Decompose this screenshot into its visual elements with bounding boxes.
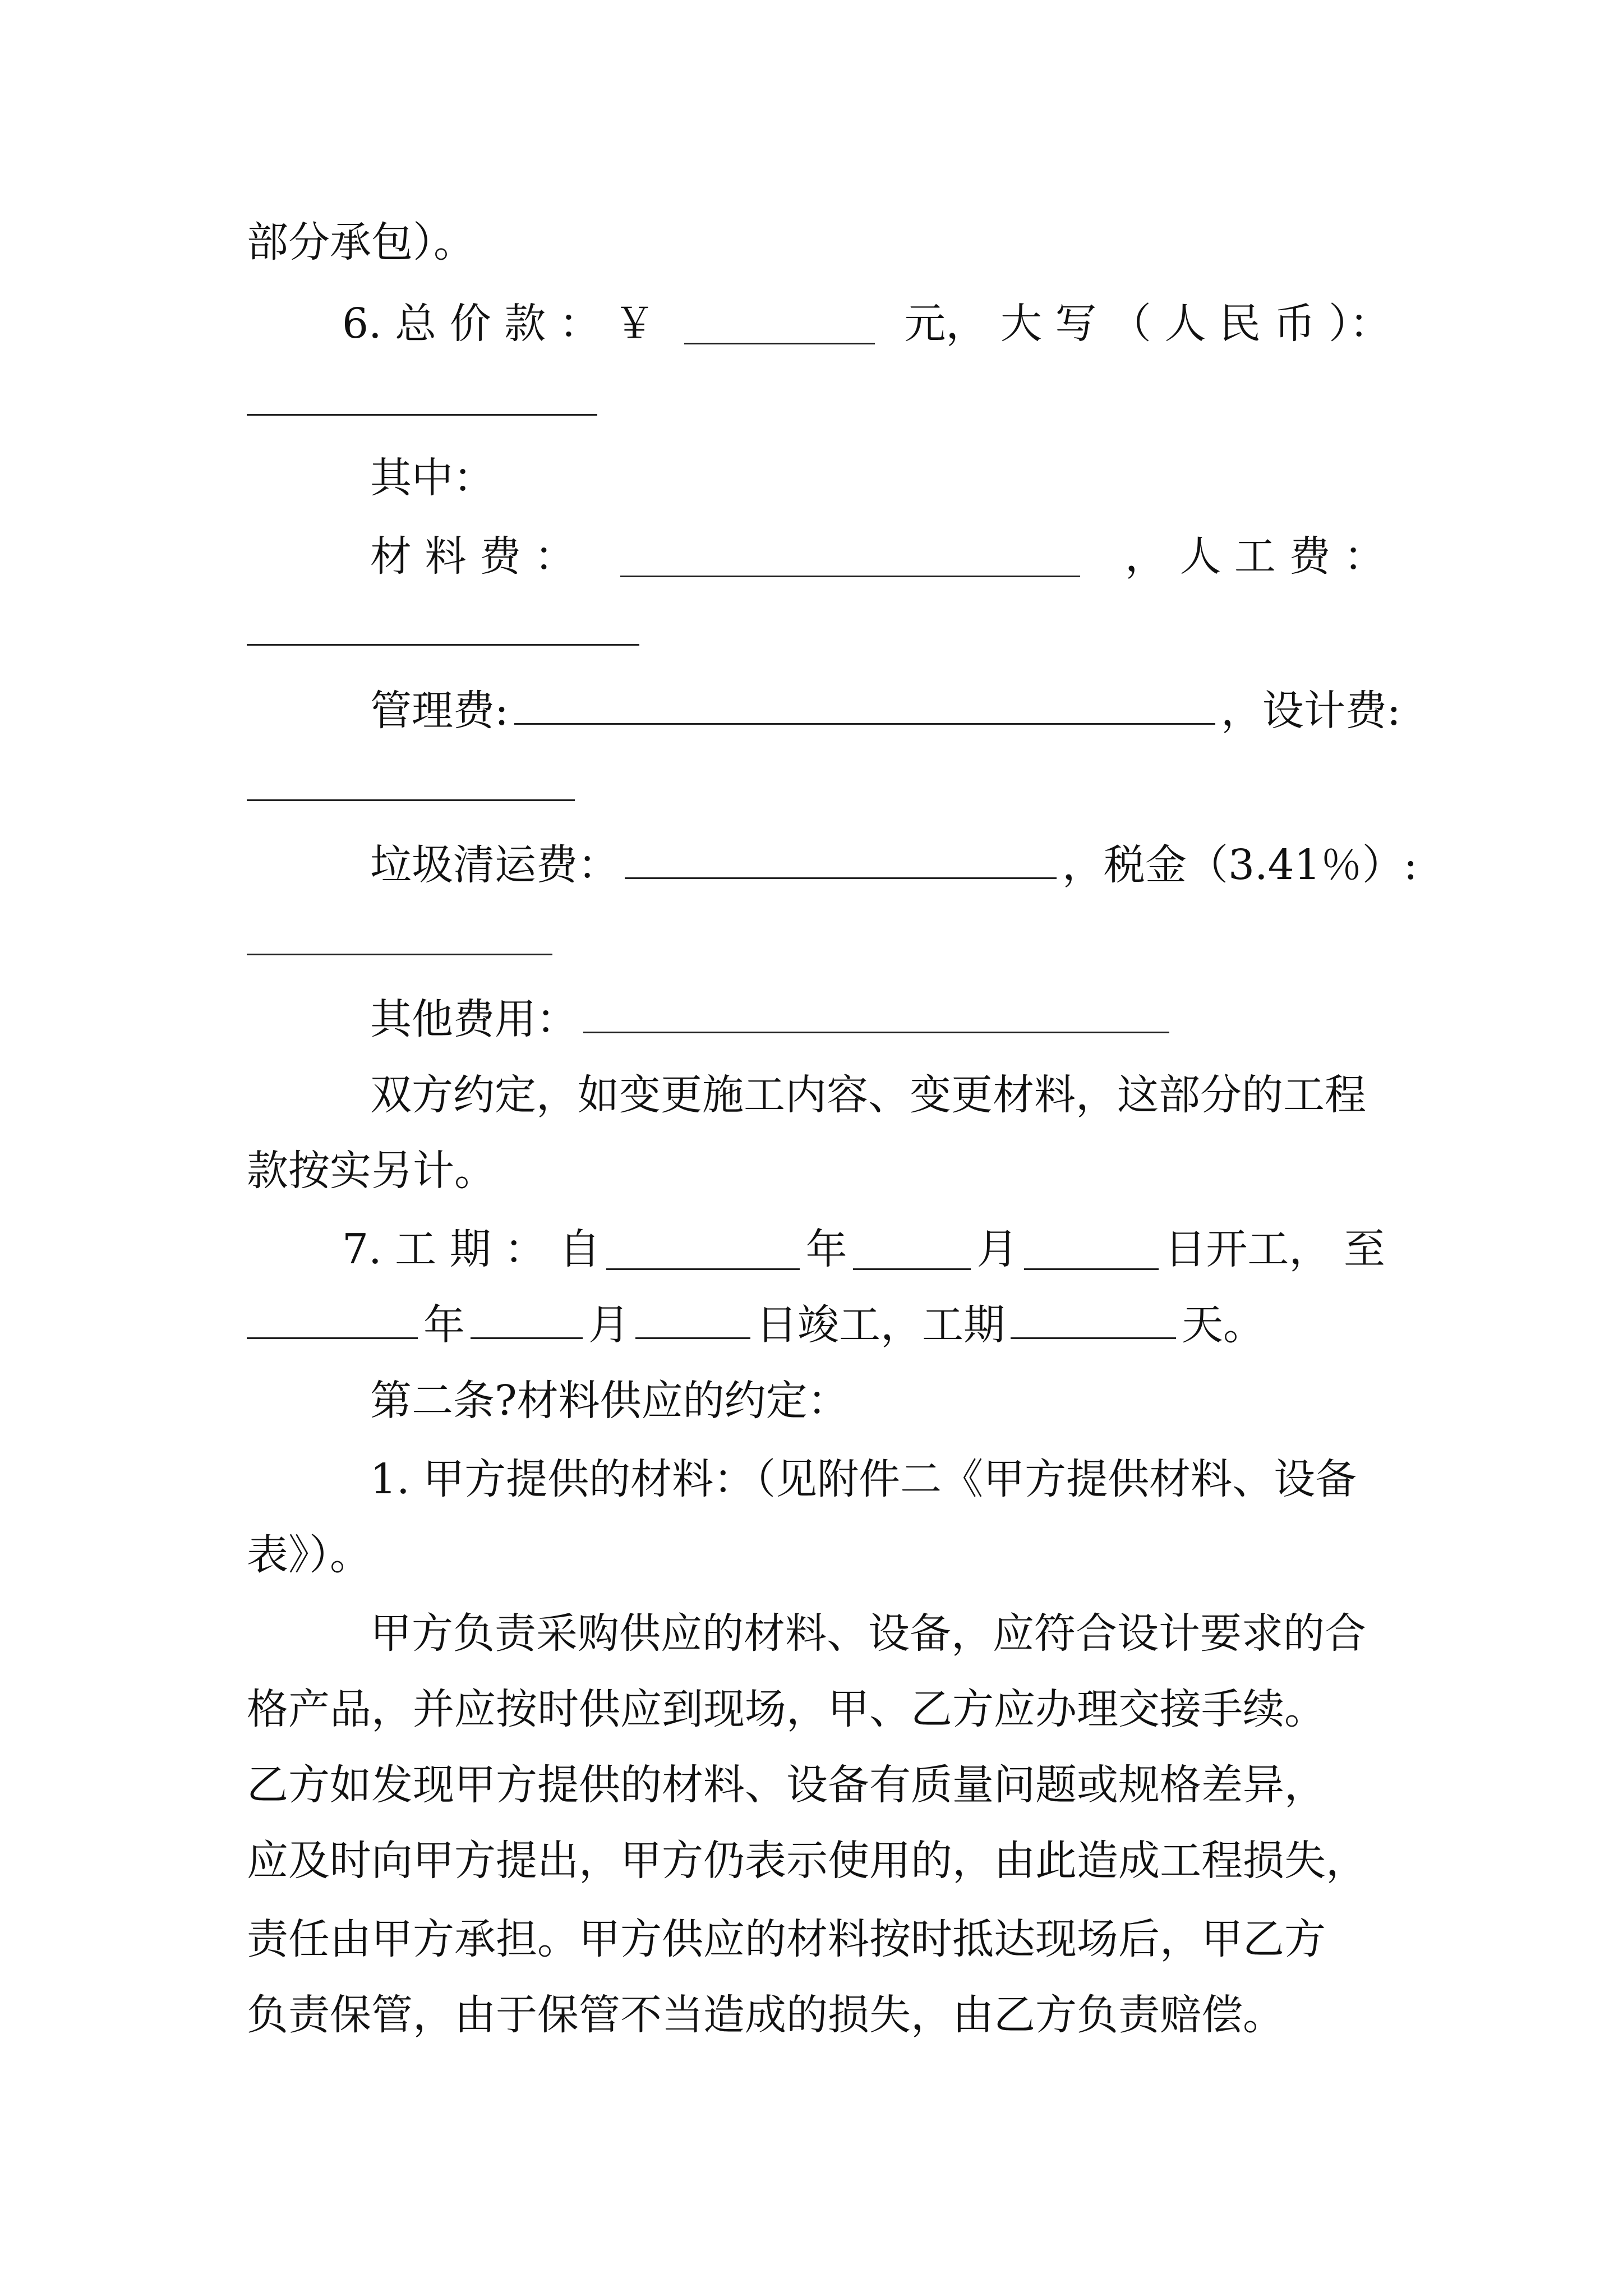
design-fee-blank	[247, 799, 575, 801]
start-month-blank	[853, 1266, 971, 1270]
line-text: 款按实另计。	[247, 1147, 496, 1195]
month-label: 月	[976, 1225, 1018, 1273]
line-text: 甲方负责采购供应的材料、设备，应符合设计要求的合	[370, 1609, 1366, 1658]
line-text: 双方约定，如变更施工内容、变更材料，这部分的工程	[370, 1071, 1366, 1119]
paragraph-line	[247, 1837, 1391, 1885]
line-text: 表》）。	[247, 1531, 371, 1579]
line-text: 1. 甲方提供的材料：（见附件二《甲方提供材料、设备	[370, 1455, 1357, 1503]
line-text: 负责保管，由于保管不当造成的损失，由乙方负责赔偿。	[247, 1991, 1284, 2039]
total-price-line	[342, 300, 1391, 348]
paragraph-line	[247, 1991, 1391, 2039]
management-fee-label: 管理费:	[370, 687, 509, 735]
paragraph-line	[370, 454, 1514, 502]
year-label: 年	[423, 1301, 465, 1349]
end-day-blank	[635, 1335, 750, 1339]
start-year-blank	[606, 1266, 800, 1270]
other-fee-blank	[583, 1029, 1169, 1033]
days-label: 天。	[1182, 1301, 1265, 1349]
tax-blank	[247, 954, 552, 955]
labor-fee-blank	[247, 644, 639, 646]
other-fee-label: 其他费用：	[370, 995, 578, 1043]
garbage-fee-label: 垃圾清运费：	[370, 841, 619, 889]
period-label: 7. 工 期 ： 自	[342, 1225, 601, 1273]
end-year-blank	[247, 1335, 418, 1339]
paragraph-line	[370, 1455, 1514, 1503]
total-price-blank	[684, 341, 875, 344]
line-text: 乙方如发现甲方提供的材料、设备有质量问题或规格差异，	[247, 1761, 1326, 1809]
period-start-line	[342, 1225, 1385, 1273]
line-text: 责任由甲方承担。甲方供应的材料按时抵达现场后，甲乙方	[247, 1915, 1326, 1963]
paragraph-line	[247, 1147, 1391, 1195]
period-end-line	[247, 1301, 1391, 1349]
completion-label: 日竣工，工期	[756, 1301, 1005, 1349]
month-label: 月	[588, 1301, 630, 1349]
garbage-fee-line	[370, 841, 1514, 889]
line-text: 应及时向甲方提出，甲方仍表示使用的，由此造成工程损失，	[247, 1837, 1367, 1885]
line-text: 部分承包）。	[247, 218, 475, 266]
line-text: 其中：	[370, 454, 495, 502]
design-fee-label: ，设计费:	[1220, 687, 1401, 735]
material-fee-blank	[620, 573, 1080, 577]
paragraph-line	[247, 1761, 1391, 1809]
start-to-label: 日开工， 至	[1164, 1225, 1385, 1273]
paragraph-line	[247, 1685, 1391, 1733]
total-price-label: 6. 总 价 款 ： ￥	[342, 300, 656, 348]
capital-amount-blank	[247, 414, 597, 416]
paragraph-line	[247, 1531, 1391, 1579]
management-fee-line	[370, 687, 1514, 735]
garbage-fee-blank	[625, 875, 1057, 879]
paragraph-line	[247, 218, 1391, 266]
year-label: 年	[805, 1225, 847, 1273]
management-fee-blank	[514, 721, 1215, 725]
other-fee-line	[370, 995, 1514, 1043]
paragraph-line	[370, 1071, 1514, 1119]
paragraph-line	[370, 1609, 1514, 1658]
tax-label: ，税金（3.41％）:	[1062, 841, 1418, 889]
labor-fee-label: ， 人 工 费 ：	[1124, 532, 1385, 581]
start-day-blank	[1024, 1266, 1159, 1270]
capital-amount-label: 元， 大 写 （ 人 民 币 ）：	[904, 300, 1391, 348]
duration-blank	[1011, 1335, 1176, 1339]
paragraph-line	[247, 1915, 1391, 1963]
line-text: 格产品，并应按时供应到现场，甲、乙方应办理交接手续。	[247, 1685, 1326, 1733]
section-heading	[370, 1377, 1514, 1425]
line-text: 第二条?材料供应的约定：	[370, 1377, 849, 1425]
material-fee-label: 材 料 费 ：	[370, 532, 576, 581]
material-fee-line	[370, 532, 1385, 581]
end-month-blank	[471, 1335, 583, 1339]
